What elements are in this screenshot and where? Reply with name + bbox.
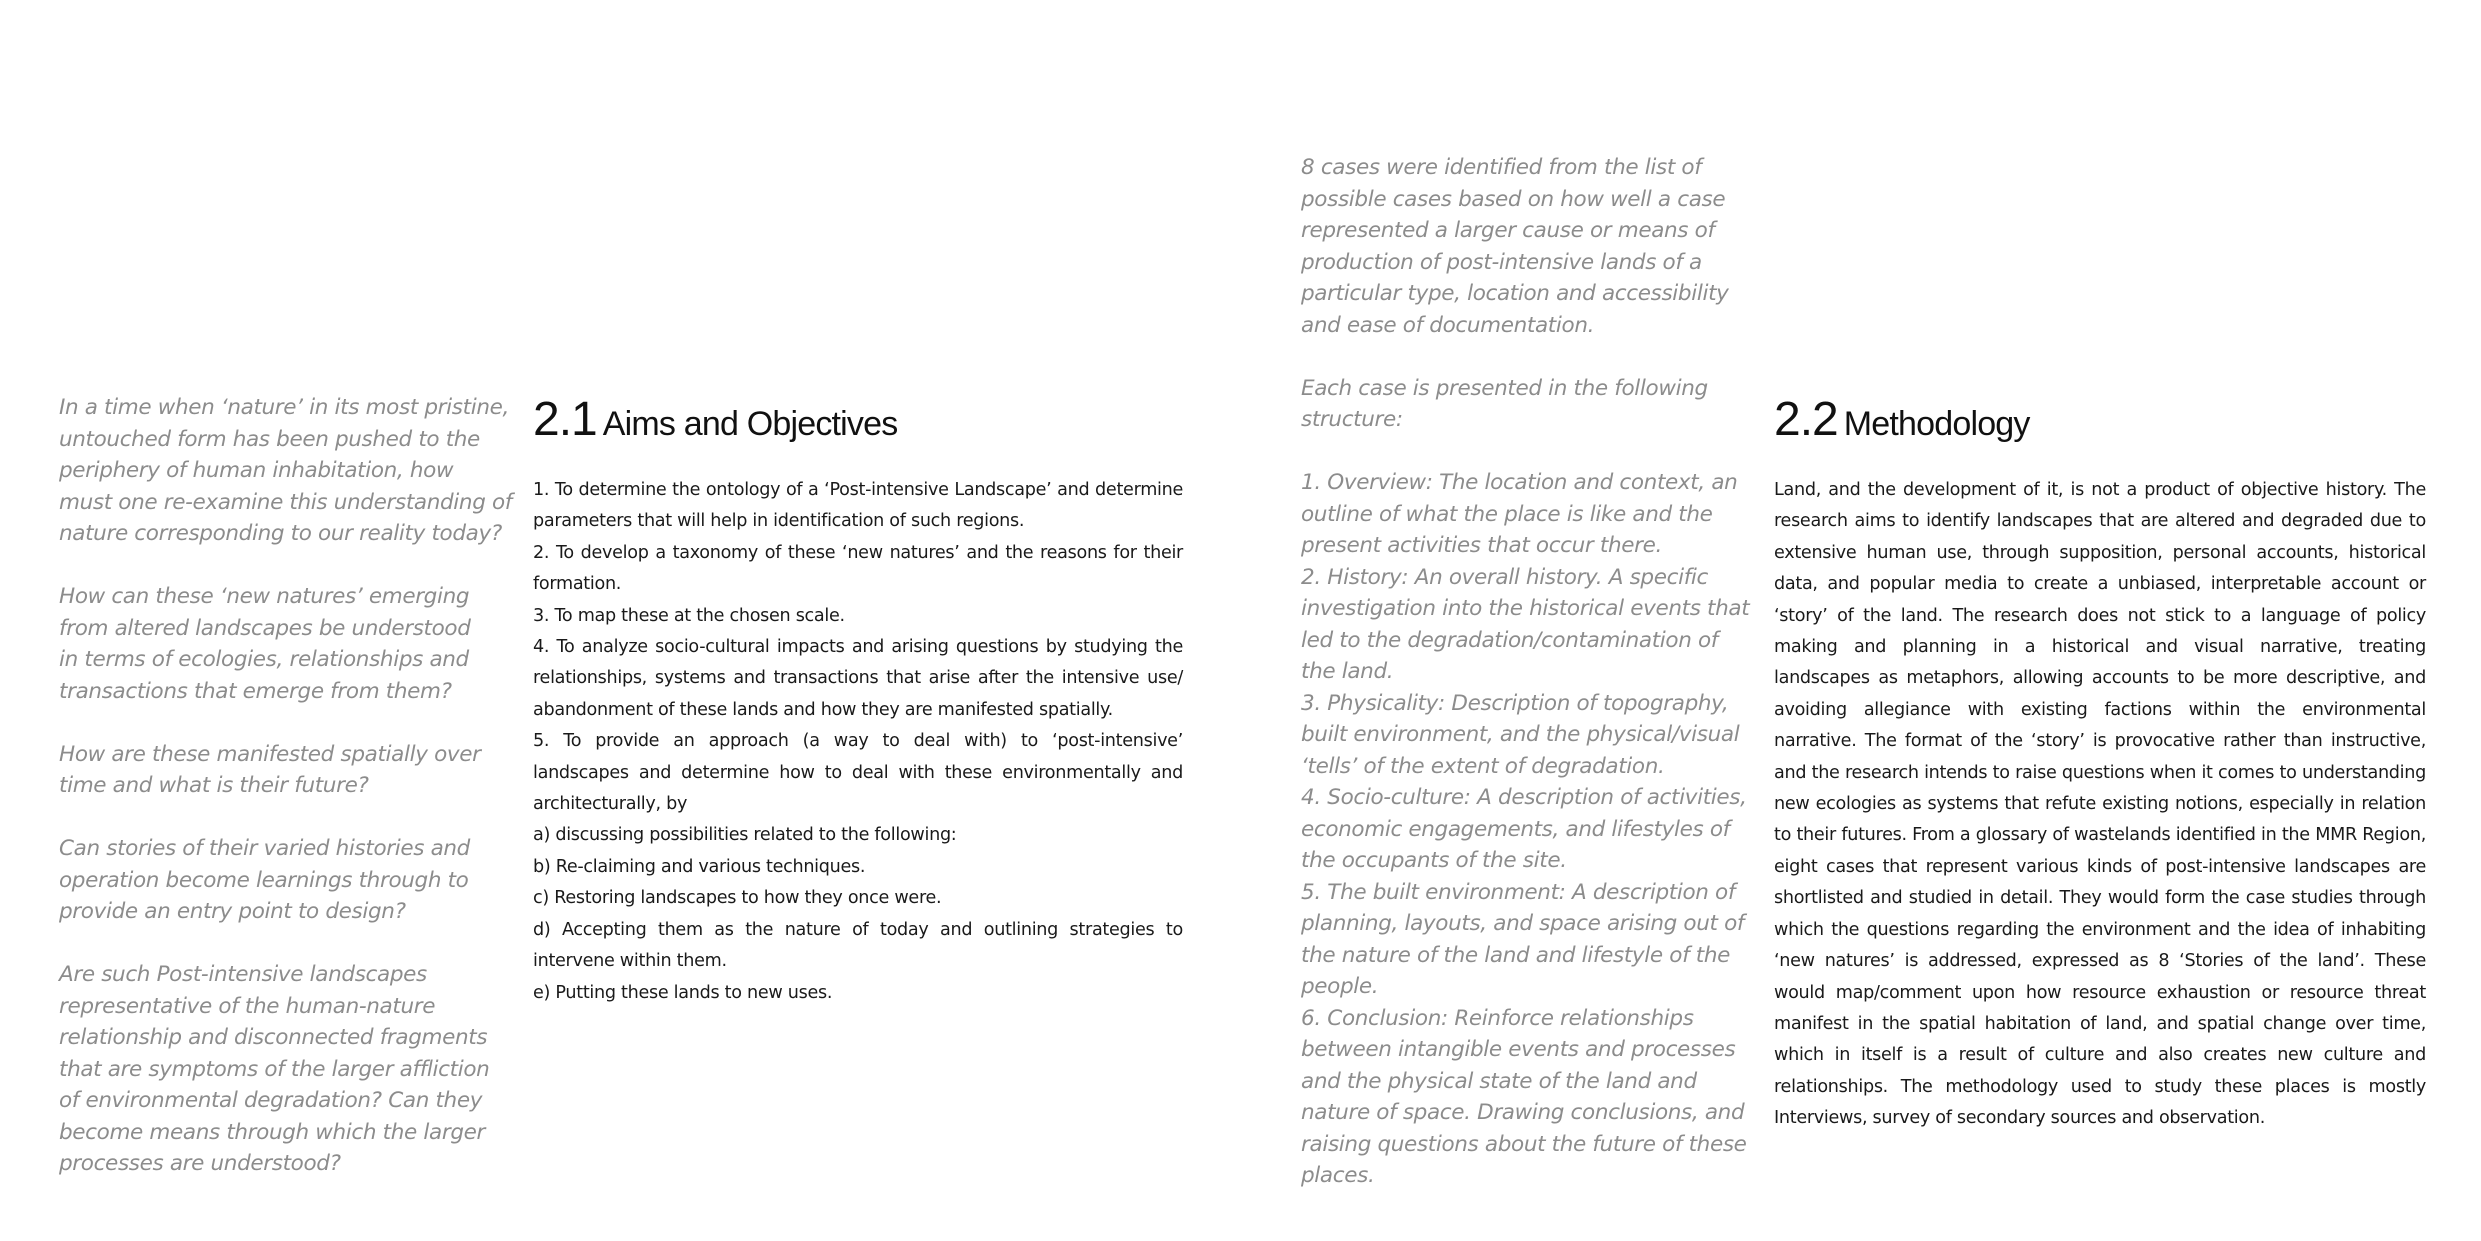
section-methodology	[1774, 392, 2426, 1135]
aims-item: 2. To develop a taxonomy of these ‘new natures’ and the reasons for their formation.	[533, 542, 1183, 595]
section-methodology-title: Methodology	[1843, 405, 2030, 443]
section-aims-number: 2.1	[533, 393, 597, 446]
aims-item: e) Putting these lands to new uses.	[533, 982, 833, 1003]
section-aims-heading	[533, 392, 1183, 447]
section-methodology-number: 2.2	[1774, 393, 1838, 446]
case-structure-list: 1. Overview: The location and context, an outline of what the place is like and the present activities that occur there. 2. History: An overall history. A specific investigation into the historical events that led to the degradation/contamination of the land. 3. Physicality: Description of topography, built environment, and the physical/visual ‘tells’ of the extent of degradation. 4. Socio-culture: A description of activities, economic engagements, and lifestyles of the occupants of the site. 5. The built environment: A description of planning, layouts, and space arising out of the nature of the land and lifestyle of the people. 6. Conclusion: Reinforce relationships between intangible events and processes and the physical state of the land and nature of space. Drawing conclusions, and raising questions about the future of these places.	[1301, 470, 1750, 1188]
methodology-body: Land, and the development of it, is not a product of objective history. The research aims to identify landscapes that are altered and degraded due to extensive human use, through supposition, personal accounts, historical data, and popular media to create a unbiased, interpretable account or ‘story’ of the land. The research does not stick to a language of policy making and planning in a historical and visual narrative, treating landscapes as metaphors, allowing accounts to be more descriptive, and avoiding allegiance with existing factions within the environmental narrative. The format of the ‘story’ is provocative rather than instructive, and the research intends to raise questions when it comes to understanding new ecologies as systems that refute existing notions, especially in relation to their futures. From a glossary of wastelands identified in the MMR Region, eight cases that represent various kinds of post-intensive landscapes are shortlisted and studied in detail. They would form the case studies through which the questions regarding the environment and the idea of inhabiting ‘new natures’ is addressed, expressed as 8 ‘Stories of the land’. These would map/comment upon how resource exhaustion or resource threat manifest in the spatial habitation of land, and spatial change over time, which in itself is a result of culture and also creates new culture and relationships. The methodology used to study these places is mostly Interviews, survey of secondary sources and observation.	[1774, 480, 2426, 1129]
intro-paragraph-2: How can these ‘new natures’ emerging from altered landscapes be understood in terms of ecologies, relationships and transactions that emerge from them?	[59, 584, 471, 704]
aims-item: b) Re-claiming and various techniques.	[533, 856, 866, 877]
aims-item: 5. To provide an approach (a way to deal with) to ‘post-intensive’ landscapes and determine how to deal with these environmentally and architecturally, by	[533, 731, 1183, 815]
case-intro-paragraph: 8 cases were identified from the list of possible cases based on how well a case represented a larger cause or means of production of post-intensive lands of a particular type, location and accessibility and ease of documentation.	[1301, 155, 1729, 338]
section-methodology-heading	[1774, 392, 2426, 447]
intro-paragraph-5: Are such Post-intensive landscapes representative of the human-nature relationship and disconnected fragments that are symptoms of the larger affliction of environmental degradation? Can they become means through which the larger processes are understood?	[59, 962, 490, 1176]
aims-item: d) Accepting them as the nature of today and outlining strategies to intervene within them.	[533, 919, 1183, 972]
case-structure	[1301, 152, 1750, 1192]
intro-paragraph-3: How are these manifested spatially over time and what is their future?	[59, 741, 481, 798]
section-aims-title: Aims and Objectives	[602, 405, 898, 443]
intro-questions	[59, 392, 513, 1180]
aims-item: 1. To determine the ontology of a ‘Post-intensive Landscape’ and determine parameters that will help in identification of such regions.	[533, 480, 1183, 532]
aims-list	[533, 475, 1183, 1009]
aims-item: 4. To analyze socio-cultural impacts and arising questions by studying the relationships, systems and transactions that arise after the intensive use/ abandonment of these lands and how they are manifested spatially.	[533, 637, 1183, 720]
aims-item: a) discussing possibilities related to the following:	[533, 825, 957, 846]
case-structure-lead: Each case is presented in the following structure:	[1301, 375, 1708, 432]
intro-paragraph-4: Can stories of their varied histories and operation become learnings through to provide an entry point to design?	[59, 836, 470, 924]
aims-item: c) Restoring landscapes to how they once were.	[533, 888, 942, 909]
section-aims	[533, 392, 1183, 1009]
aims-item: 3. To map these at the chosen scale.	[533, 605, 845, 626]
intro-paragraph-1: In a time when ‘nature’ in its most pristine, untouched form has been pushed to the periphery of human inhabitation, how must one re-examine this understanding of nature corresponding to our reality today?	[59, 395, 513, 546]
